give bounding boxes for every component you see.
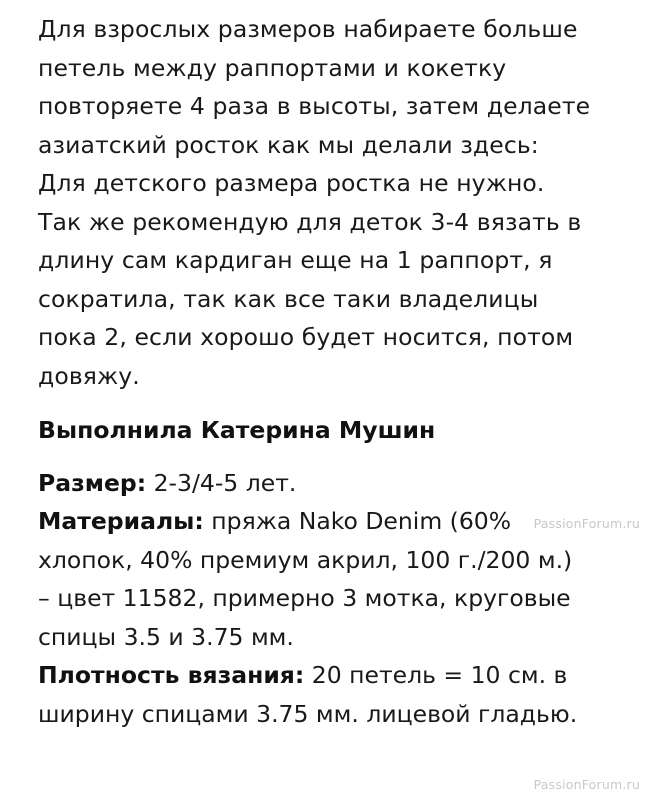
spec-line: ширину спицами 3.75 мм. лицевой гладью. <box>38 699 578 728</box>
spec-value: 20 петель = 10 см. в <box>304 661 568 689</box>
paragraph-line: Так же рекомендую для деток 3-4 вязать в <box>38 207 582 236</box>
paragraph-line: Для детского размера ростка не нужно. <box>38 169 545 197</box>
spec-label: Размер: <box>38 468 147 497</box>
spec-size <box>38 464 616 503</box>
spec-gauge <box>38 656 616 733</box>
spec-line: спицы 3.5 и 3.75 мм. <box>38 622 294 651</box>
spec-value: пряжа Nako Denim (60% <box>203 507 512 535</box>
watermark: PassionForum.ru <box>533 516 640 531</box>
spec-label: Плотность вязания: <box>38 661 305 689</box>
paragraph-line: Для взрослых размеров набираете больше <box>38 15 578 43</box>
watermark: PassionForum.ru <box>533 777 640 792</box>
author-line: Выполнила Катерина Мушин <box>38 416 436 444</box>
specifications <box>38 450 616 734</box>
spec-materials <box>38 502 616 656</box>
spec-line: – цвет 11582, примерно 3 мотка, круговые <box>38 584 571 612</box>
spec-line <box>38 656 616 695</box>
paragraph-line: повторяете 4 раза в высоты, затем делаете <box>38 92 591 120</box>
spec-line <box>38 464 616 503</box>
paragraph-line: сократила, так как все таки владелицы <box>38 284 539 313</box>
paragraph-line: довяжу. <box>38 361 140 390</box>
spec-label: Материалы: <box>38 507 204 535</box>
spec-line: хлопок, 40% премиум акрил, 100 г./200 м.) <box>38 545 573 574</box>
paragraph-instructions <box>38 10 616 395</box>
paragraph-line: азиатский росток как мы делали здесь: <box>38 130 539 159</box>
paragraph-line: пока 2, если хорошо будет носится, потом <box>38 323 574 351</box>
spec-value: 2-3/4-5 лет. <box>146 468 297 497</box>
paragraph-line: длину сам кардиган еще на 1 раппорт, я <box>38 246 553 274</box>
paragraph-line: петель между раппортами и кокетку <box>38 53 507 82</box>
spec-line <box>38 502 616 541</box>
